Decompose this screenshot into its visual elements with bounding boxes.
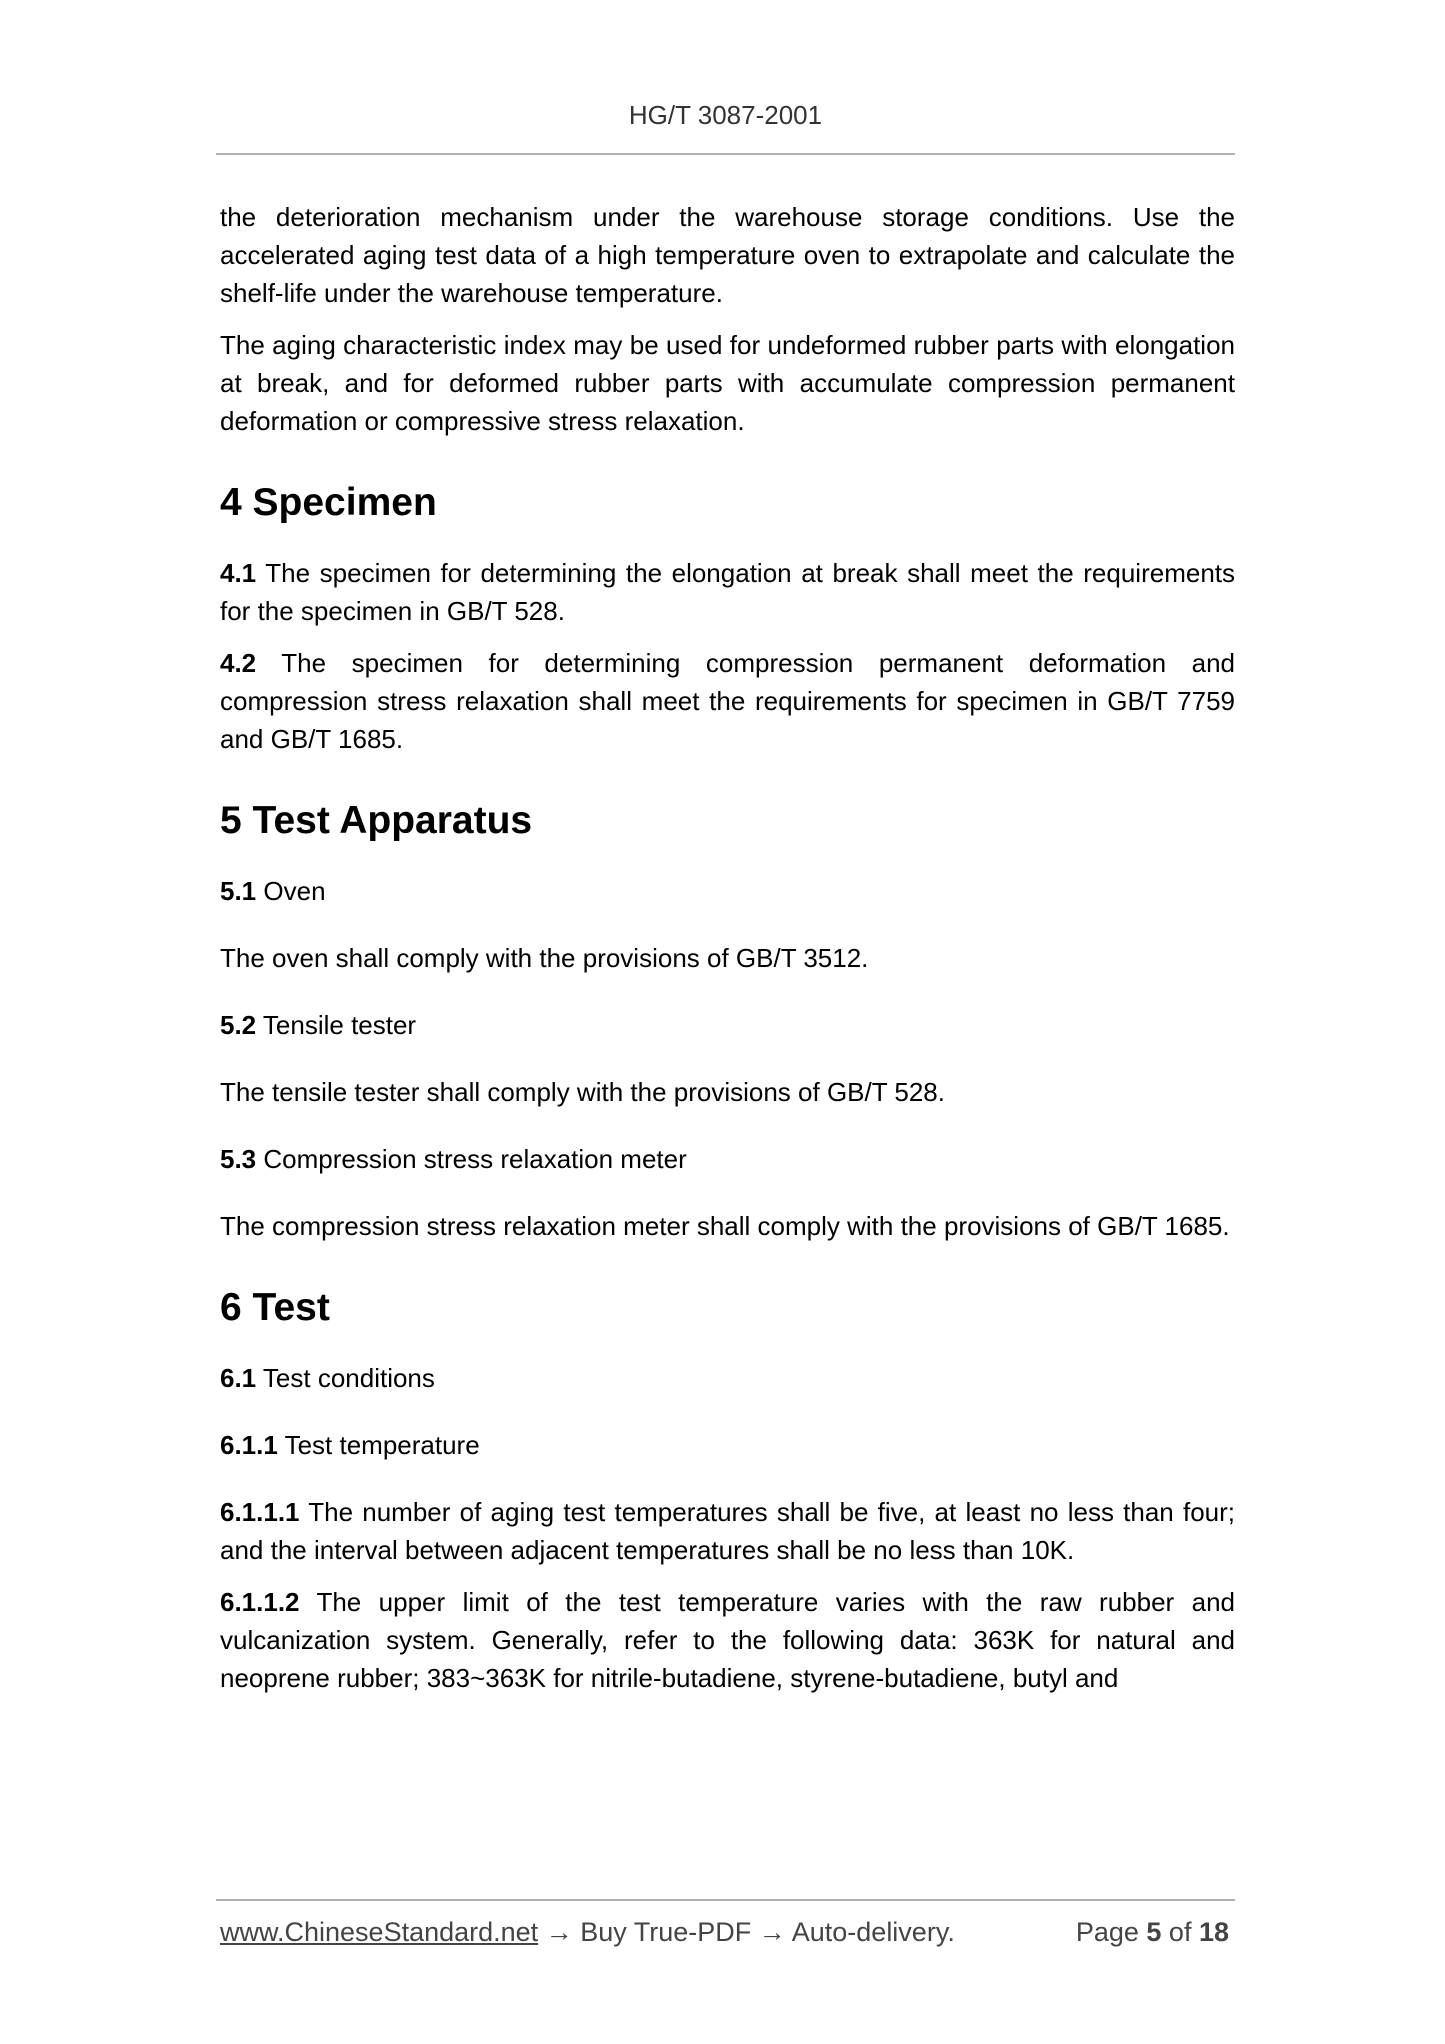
clause-6-1-1-2 [220,1583,1235,1697]
clause-6-1-title: Test conditions [256,1363,435,1393]
clause-4-2-text: The specimen for determining compression permanent deformation and compression stress relaxation shall meet the requirements for specimen in GB/T 7759 and GB/T 1685. [220,648,1235,754]
clause-5-1-text: The oven shall comply with the provisions of GB/T 3512. [220,943,869,973]
clause-5-3-text: The compression stress relaxation meter shall comply with the provisions of GB/T 1685. [220,1211,1230,1241]
clause-6-1-1-1-text: The number of aging test temperatures shall be five, at least no less than four; and the interval between adjacent temperatures shall be no less than 10K. [220,1497,1235,1565]
intro-paragraph-1: the deterioration mechanism under the warehouse storage conditions. Use the accelerated aging test data of a high temperature oven to extrapolate and calculate the shelf-life under the warehouse temperature. [220,202,1235,308]
clause-6-1-1-1-number: 6.1.1.1 [220,1497,300,1527]
clause-5-3-number: 5.3 [220,1144,257,1174]
clause-6-1 [220,1359,1235,1397]
page-current: 5 [1146,1917,1162,1947]
clause-5-2-text: The tensile tester shall comply with the provisions of GB/T 528. [220,1077,945,1107]
footer-divider [216,1899,1235,1901]
page-label: Page [1075,1917,1147,1947]
section-5-heading: 5 Test Apparatus [220,799,533,842]
section-4-heading: 4 Specimen [220,481,437,524]
clause-6-1-1-title: Test temperature [277,1430,480,1460]
clause-6-1-1-2-text: The upper limit of the test temperature varies with the raw rubber and vulcanization system. Generally, refer to the following data: 363K for natural and neoprene rubber; 383~363K for nitrile-butadiene, styrene-butadiene, butyl and [220,1587,1235,1693]
clause-6-1-number: 6.1 [220,1363,257,1393]
header-divider [216,153,1235,155]
section-6-heading: 6 Test [220,1286,330,1329]
clause-4-2 [220,644,1235,758]
page-indicator [1076,1917,1229,1948]
clause-5-2-number: 5.2 [220,1010,257,1040]
clause-5-1-title: Oven [256,876,326,906]
clause-5-1-number: 5.1 [220,876,257,906]
clause-6-1-1-1 [220,1493,1235,1569]
clause-4-1-text: The specimen for determining the elongation at break shall meet the requirements for the specimen in GB/T 528. [220,558,1235,626]
document-body [220,198,1235,1697]
site-link[interactable]: www.ChineseStandard.net [220,1917,539,1947]
clause-4-1 [220,554,1235,630]
clause-5-1 [220,872,1235,910]
clause-5-3 [220,1140,1235,1178]
clause-5-3-title: Compression stress relaxation meter [256,1144,687,1174]
clause-5-2-title: Tensile tester [256,1010,417,1040]
clause-5-2 [220,1006,1235,1044]
header-doc-id: HG/T 3087-2001 [628,100,823,130]
intro-paragraph-2: The aging characteristic index may be used for undeformed rubber parts with elongation at break, and for deformed rubber parts with accumulate compression permanent deformation or compressive stress relaxation. [220,330,1235,436]
clause-4-2-number: 4.2 [220,648,257,678]
footer-promo [220,1917,955,1948]
footer-promo-text: → Buy True-PDF → Auto-delivery. [538,1917,955,1947]
of-label: of [1161,1917,1199,1947]
clause-6-1-1 [220,1426,1235,1464]
page-total: 18 [1198,1917,1229,1947]
clause-6-1-1-2-number: 6.1.1.2 [220,1587,300,1617]
clause-4-1-number: 4.1 [220,558,257,588]
clause-6-1-1-number: 6.1.1 [220,1430,278,1460]
